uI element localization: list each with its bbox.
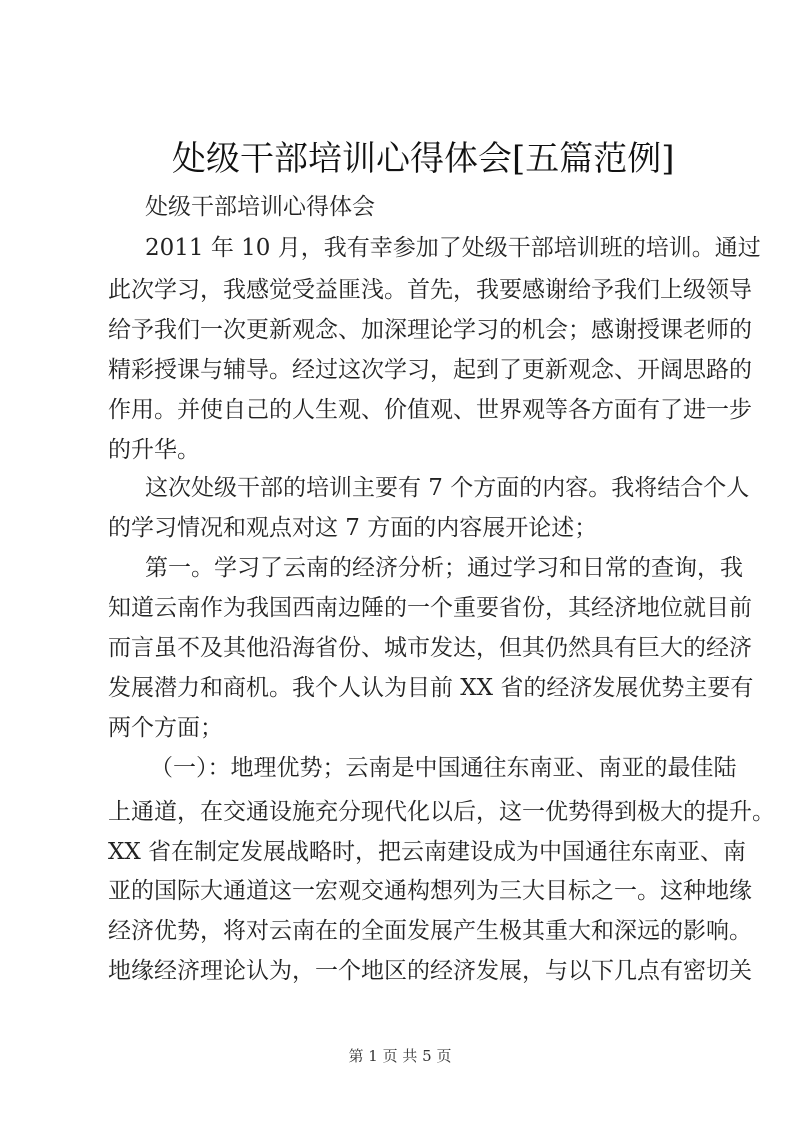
text-line: 此次学习，我感觉受益匪浅。首先，我要感谢给予我们上级领导 — [108, 277, 752, 303]
page-number-footer: 第 1 页 共 5 页 — [348, 1047, 452, 1065]
text-line: 发展潜力和商机。我个人认为目前 XX 省的经济发展优势主要有 — [108, 675, 754, 701]
text-line: 亚的国际大通道这一宏观交通构想列为三大目标之一。这种地缘 — [108, 878, 752, 904]
subtitle-line: 处级干部培训心得体会 — [145, 194, 375, 220]
text-line: XX 省在制定发展战略时，把云南建设成为中国通往东南亚、南 — [108, 839, 747, 865]
text-line: 2011 年 10 月，我有幸参加了处级干部培训班的培训。通过 — [145, 235, 761, 261]
text-line: 精彩授课与辅导。经过这次学习，起到了更新观念、开阔思路的 — [108, 357, 752, 383]
document-title: 处级干部培训心得体会[五篇范例] — [172, 139, 675, 179]
text-line: 的升华。 — [108, 437, 200, 463]
text-line: 的学习情况和观点对这 7 方面的内容展开论述； — [108, 515, 598, 541]
text-line: 上通道，在交通设施充分现代化以后，这一优势得到极大的提升。 — [108, 799, 775, 825]
text-line: 第一。学习了云南的经济分析；通过学习和日常的查询，我 — [145, 555, 743, 581]
text-line: 而言虽不及其他沿海省份、城市发达，但其仍然具有巨大的经济 — [108, 635, 752, 661]
text-line: 两个方面； — [108, 715, 223, 741]
text-line: 作用。并使自己的人生观、价值观、世界观等各方面有了进一步 — [108, 397, 752, 423]
text-line: （一）：地理优势；云南是中国通往东南亚、南亚的最佳陆 — [150, 755, 737, 781]
text-line: 知道云南作为我国西南边陲的一个重要省份，其经济地位就目前 — [108, 595, 752, 621]
text-line: 这次处级干部的培训主要有 7 个方面的内容。我将结合个人 — [145, 475, 750, 501]
text-line: 地缘经济理论认为，一个地区的经济发展，与以下几点有密切关 — [108, 958, 752, 984]
text-line: 经济优势，将对云南在的全面发展产生极其重大和深远的影响。 — [108, 918, 752, 944]
text-line: 给予我们一次更新观念、加深理论学习的机会；感谢授课老师的 — [108, 317, 752, 343]
